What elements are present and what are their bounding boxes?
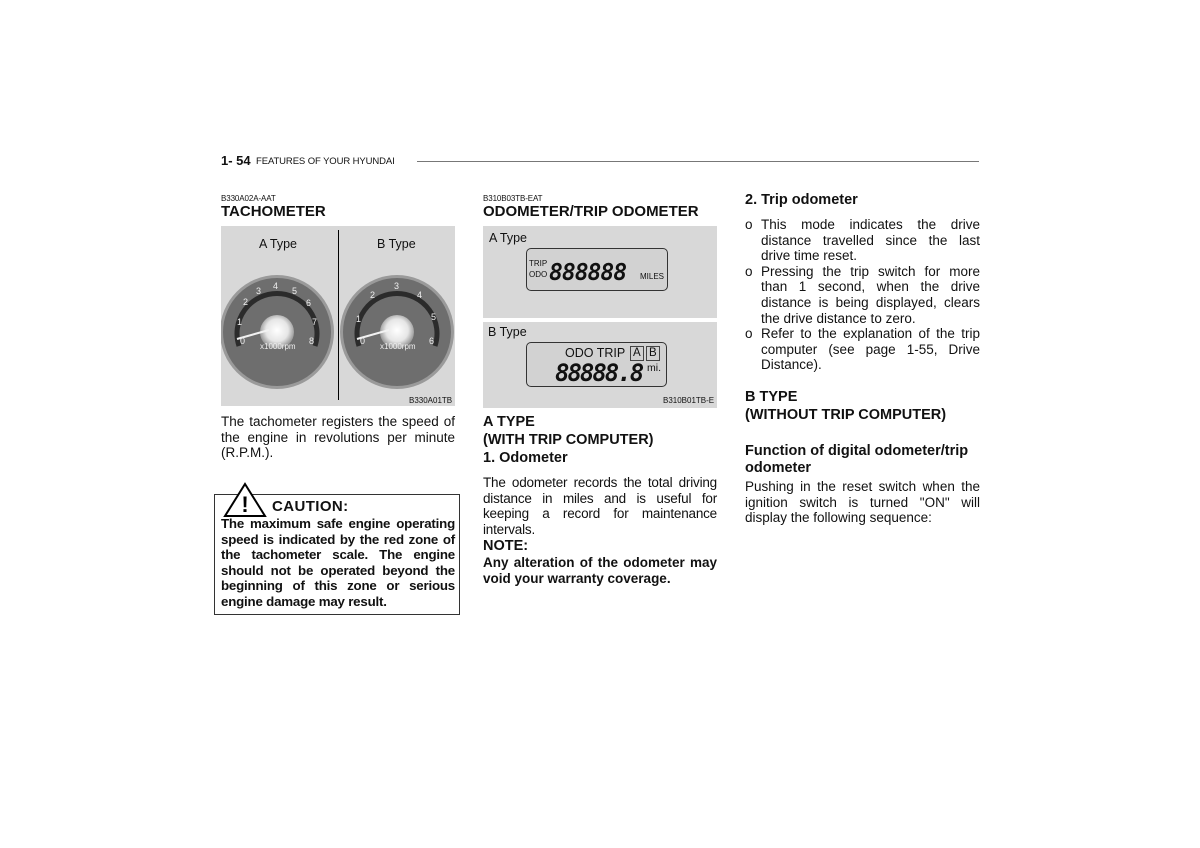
tick-a-0: 0 xyxy=(240,336,246,346)
tacho-b-unit: x1000rpm xyxy=(380,342,416,351)
odo-a-trip: TRIP xyxy=(529,259,548,268)
tick-a-4: 4 xyxy=(273,281,279,291)
caution-box xyxy=(214,494,460,615)
bullet-item xyxy=(745,264,980,326)
tacho-b-label: B Type xyxy=(377,237,416,251)
odo-figure-caption: B310B01TB-E xyxy=(663,396,715,405)
tachometer-paragraph: The tachometer registers the speed of the engine in revolutions per minute (R.P.M.). xyxy=(221,414,455,461)
trip-bullets xyxy=(745,217,980,373)
tachometer-title: TACHOMETER xyxy=(221,203,326,220)
odo-b-display xyxy=(526,342,667,387)
odo-b-a: A xyxy=(630,346,644,361)
caution-title: CAUTION: xyxy=(272,498,349,515)
tick-a-1: 1 xyxy=(237,317,243,327)
tachometer-code: B330A02A-AAT xyxy=(221,194,276,203)
odometer-paragraph: The odometer records the total driving distance in miles and is useful for keeping a record for maintenance intervals. xyxy=(483,475,717,537)
note-heading: NOTE: xyxy=(483,538,529,554)
gauge-a xyxy=(221,275,334,389)
tick-a-5: 5 xyxy=(292,286,298,296)
odo-b-label: B Type xyxy=(488,325,527,339)
bullet-item xyxy=(745,217,980,264)
tick-b-1: 1 xyxy=(356,314,362,324)
section-title: FEATURES OF YOUR HYUNDAI xyxy=(256,156,395,167)
tick-a-3: 3 xyxy=(256,286,262,296)
svg-text:!: ! xyxy=(241,492,249,517)
odometer-a-figure xyxy=(483,226,717,318)
odometer-title: ODOMETER/TRIP ODOMETER xyxy=(483,203,699,220)
tacho-a-unit: x1000rpm xyxy=(260,342,296,351)
odo-b-unit: mi. xyxy=(647,362,661,374)
function-paragraph: Pushing in the reset switch when the ignition switch is turned "ON" will display the following sequence: xyxy=(745,479,980,526)
odo-a-unit: MILES xyxy=(640,272,665,281)
gauge-b xyxy=(340,275,454,389)
tacho-a-label: A Type xyxy=(259,237,297,251)
tick-b-3: 3 xyxy=(394,281,400,291)
tick-b-2: 2 xyxy=(370,290,376,300)
header-rule xyxy=(417,161,979,162)
tick-b-6: 6 xyxy=(429,336,435,346)
odo-a-label: A Type xyxy=(489,231,527,245)
b-type-subheading: (WITHOUT TRIP COMPUTER) xyxy=(745,407,947,423)
tick-a-8: 8 xyxy=(309,336,315,346)
trip-odometer-heading: 2. Trip odometer xyxy=(745,192,858,208)
odo-a-display xyxy=(526,248,668,291)
warning-triangle-icon xyxy=(223,482,267,518)
odometer-b-figure xyxy=(483,322,717,408)
odo-a-odo: ODO xyxy=(529,270,548,279)
tick-b-5: 5 xyxy=(431,312,437,322)
function-heading: Function of digital odometer/trip odometer xyxy=(745,443,969,476)
tacho-figure-caption: B330A01TB xyxy=(409,396,453,405)
tick-a-2: 2 xyxy=(243,297,249,307)
bullet-mark: o xyxy=(745,263,753,279)
bullet-mark: o xyxy=(745,326,753,342)
bullet-text: This mode indicates the drive distance travelled since the last drive time reset. xyxy=(761,217,980,264)
tick-a-6: 6 xyxy=(306,298,312,308)
a-type-subheading: (WITH TRIP COMPUTER) xyxy=(483,432,654,448)
tick-a-7: 7 xyxy=(312,317,318,327)
odo-b-b: B xyxy=(646,346,660,361)
odometer-code: B310B03TB-EAT xyxy=(483,194,543,203)
a-type-heading: A TYPE xyxy=(483,414,535,430)
bullet-item xyxy=(745,326,980,373)
bullet-text: Pressing the trip switch for more than 1 second, when the drive distance is being displayed, clears the drive distance to zero. xyxy=(761,263,980,326)
odo-b-odo-trip: ODO TRIP xyxy=(565,346,626,360)
tick-b-0: 0 xyxy=(360,336,366,346)
page-number: 1- 54 xyxy=(221,153,251,168)
odo-b-digits: 88888.8 xyxy=(555,359,643,387)
odometer-subheading: 1. Odometer xyxy=(483,450,568,466)
b-type-heading: B TYPE xyxy=(745,389,798,405)
figure-divider xyxy=(338,230,339,400)
caution-text: The maximum safe engine operating speed is indicated by the red zone of the tachometer scale. The engine should not be operated beyond the beginning of this zone or serious engine damage may result. xyxy=(221,516,455,609)
note-text: Any alteration of the odometer may void your warranty coverage. xyxy=(483,555,717,586)
bullet-text: Refer to the explanation of the trip computer (see page 1-55, Drive Distance). xyxy=(761,326,980,373)
tick-b-4: 4 xyxy=(417,290,423,300)
bullet-mark: o xyxy=(745,217,753,232)
odo-a-digits: 888888 xyxy=(549,260,627,286)
